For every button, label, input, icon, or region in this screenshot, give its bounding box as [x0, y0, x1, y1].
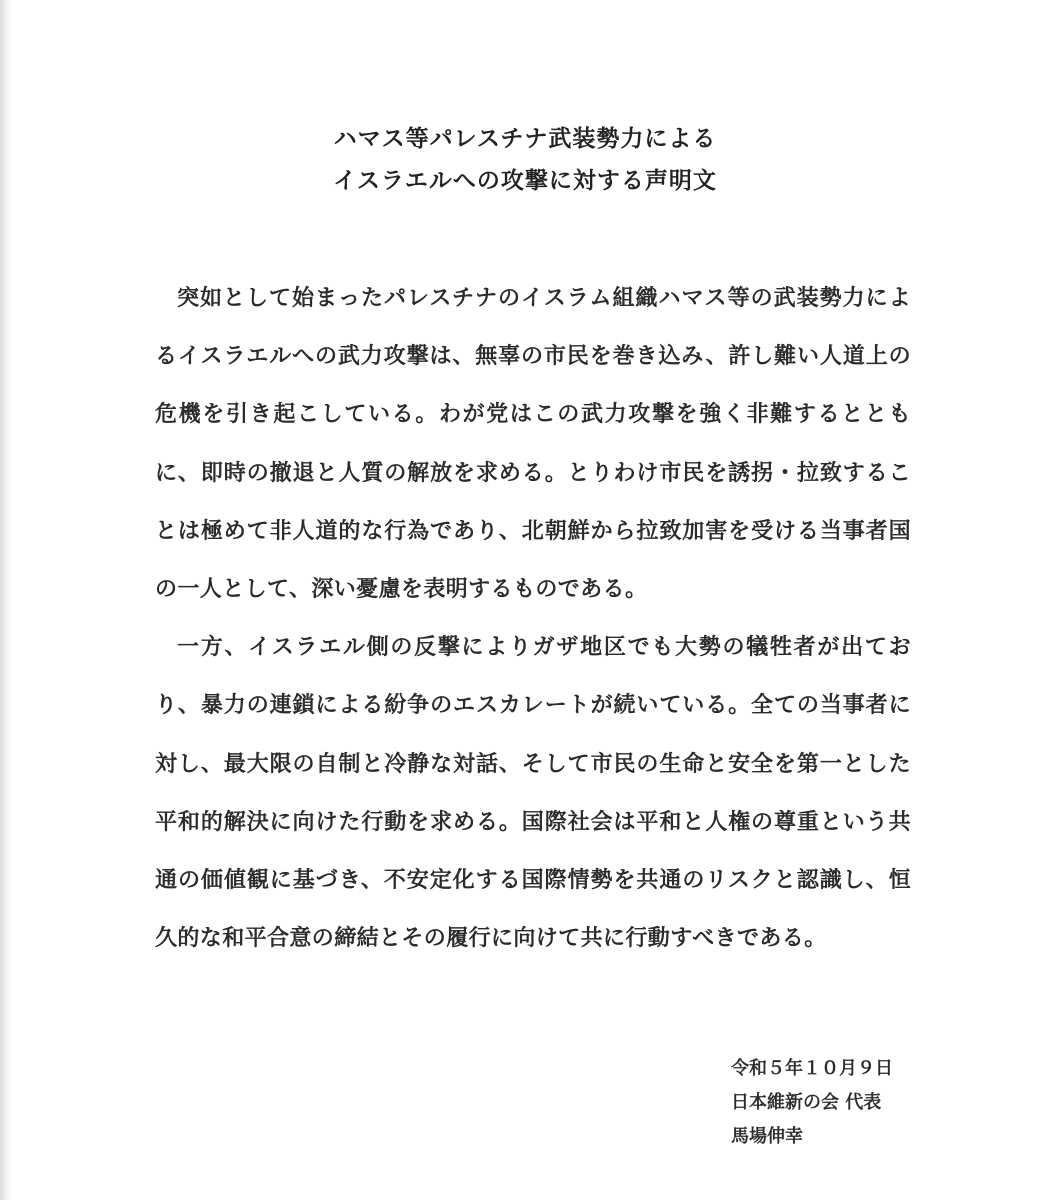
page-left-edge-shadow [0, 0, 12, 1200]
body-paragraph-2: 一方、イスラエル側の反撃によりガザ地区でも大勢の犠牲者が出ており、暴力の連鎖による紛争のエスカレートが続いている。全ての当事者に対し、最大限の自制と冷静な対話、そして市民の生命と安全を第一とした平和的解決に向けた行動を求める。国際社会は平和と人権の尊重という共通の価値観に基づき、不安定化する国際情勢を共通のリスクと認識し、恒久的な和平合意の締結とその履行に向けて共に行動すべきである。 [155, 635, 911, 952]
statement-date: 令和５年１０月９日 [731, 1058, 893, 1079]
body-paragraph-1: 突如として始まったパレスチナのイスラム組織ハマス等の武装勢力によるイスラエルへの武力攻撃は、無辜の市民を巻き込み、許し難い人道上の危機を引き起こしている。わが党はこの武力攻撃を強く非難するとともに、即時の撤退と人質の解放を求める。とりわけ市民を誘拐・拉致することは極めて非人道的な行為であり、北朝鮮から拉致加害を受ける当事者国の一人として、深い憂慮を表明するものである。 [155, 286, 911, 603]
signature-block [731, 1052, 893, 1154]
title-line-1: ハマス等パレスチナ武装勢力による [333, 126, 717, 152]
signatory-name: 馬場伸幸 [731, 1126, 803, 1147]
title-line-2: イスラエルへの攻撃に対する声明文 [333, 168, 717, 194]
statement-body [155, 270, 911, 968]
organization-title: 日本維新の会 代表 [731, 1092, 882, 1113]
document-page [12, 0, 1038, 1200]
statement-title [12, 118, 1038, 202]
